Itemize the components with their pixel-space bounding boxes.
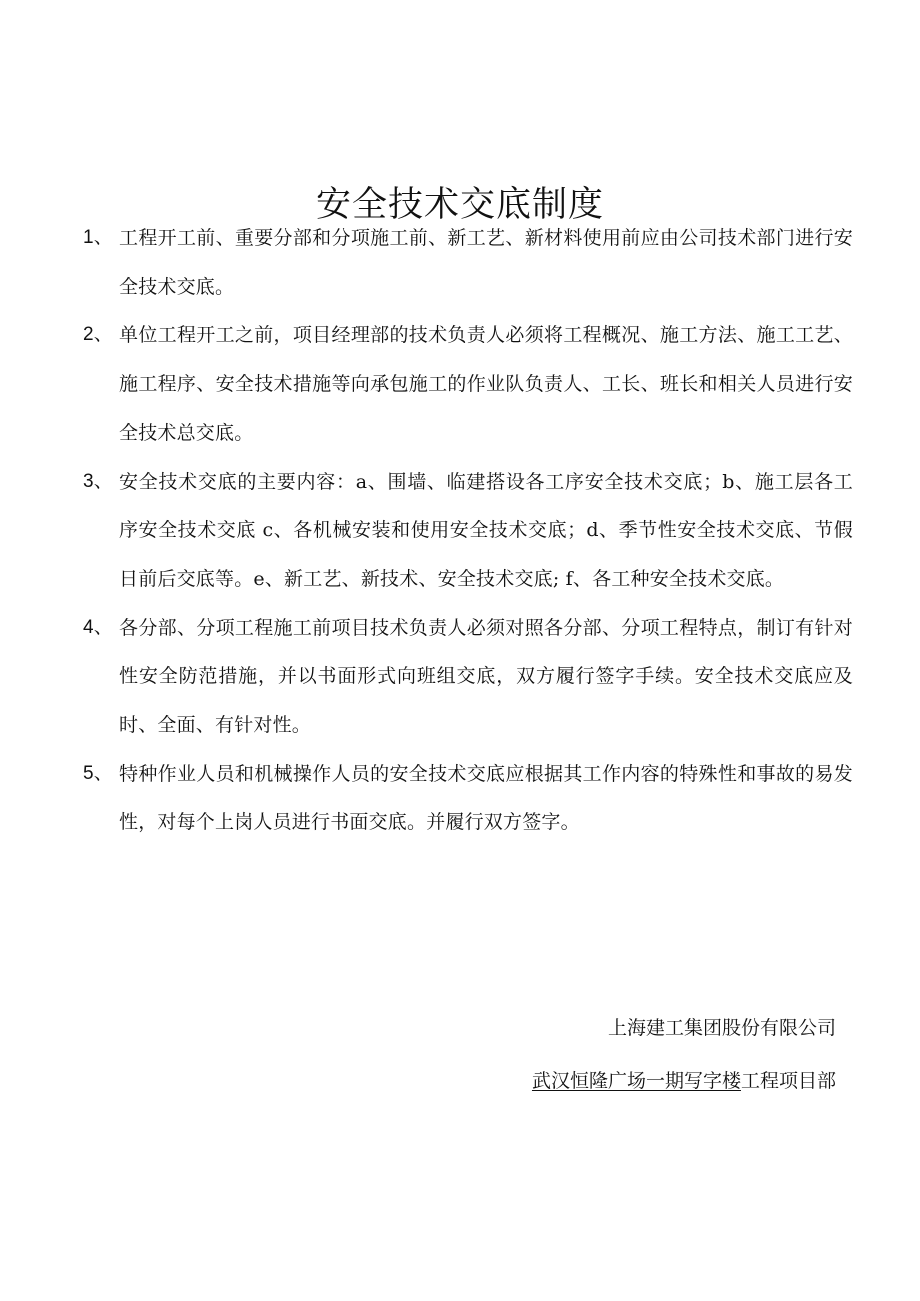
rule-item-3 (83, 458, 853, 604)
rule-item-5 (83, 750, 853, 847)
rule-item-1 (83, 214, 853, 311)
project-department (416, 1055, 836, 1108)
rule-list (83, 214, 853, 847)
rule-number: 3、 (83, 470, 113, 492)
document-title: 安全技术交底制度 (315, 185, 604, 226)
rule-text: 各分部、分项工程施工前项目技术负责人必须对照各分部、分项工程特点，制订有针对性安全防范措施，并以书面形式向班组交底，双方履行签字手续。安全技术交底应及时、全面、有针对性。 (119, 616, 853, 737)
rule-item-2 (83, 311, 853, 457)
project-department-suffix: 工程项目部 (740, 1070, 836, 1092)
rule-number: 4、 (83, 616, 113, 638)
company-name: 上海建工集团股份有限公司 (607, 1017, 836, 1039)
project-name-underlined: 武汉恒隆广场一期写字楼 (531, 1070, 741, 1092)
rule-item-4 (83, 604, 853, 750)
rule-number: 1、 (83, 227, 113, 248)
rule-text: 单位工程开工之前，项目经理部的技术负责人必须将工程概况、施工方法、施工工艺、施工程序、安全技术措施等向承包施工的作业队负责人、工长、班长和相关人员进行安全技术总交底。 (119, 324, 853, 444)
signature-block (416, 1002, 836, 1108)
rule-text: 特种作业人员和机械操作人员的安全技术交底应根据其工作内容的特殊性和事故的易发性，对每个上岗人员进行书面交底。并履行双方签字。 (119, 762, 853, 834)
rule-number: 2、 (83, 324, 113, 346)
rule-text: 安全技术交底的主要内容：a、围墙、临建搭设各工序安全技术交底；b、施工层各工序安全技术交底 c、各机械安装和使用安全技术交底；d、季节性安全技术交底、节假日前后交底等。e、新工艺、新技术、安全技术交底; f、各工种安全技术交底。 (119, 470, 853, 590)
rule-text: 工程开工前、重要分部和分项施工前、新工艺、新材料使用前应由公司技术部门进行安全技术交底。 (119, 227, 853, 298)
rule-number: 5、 (83, 762, 113, 784)
